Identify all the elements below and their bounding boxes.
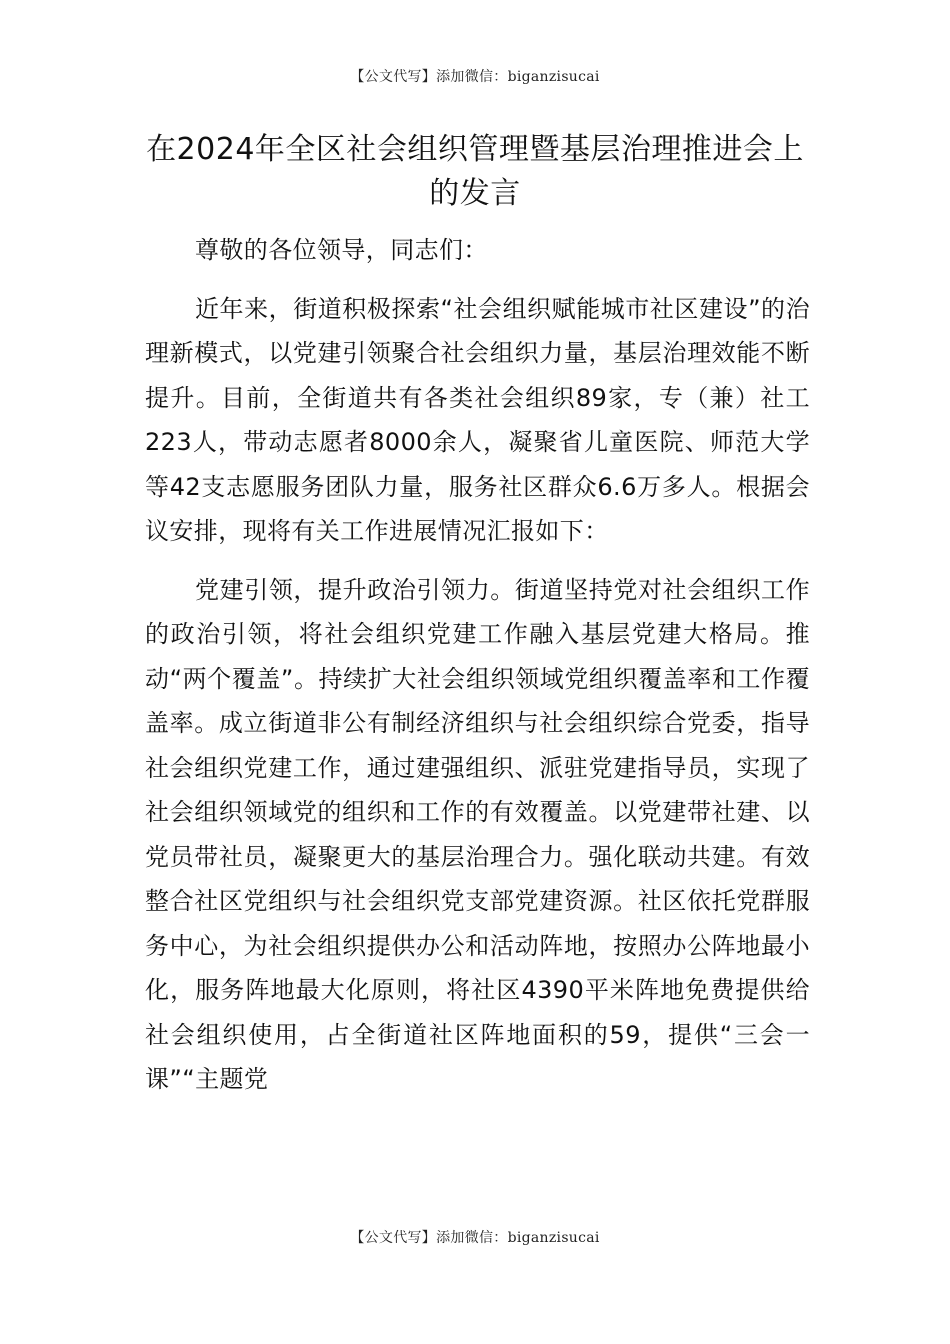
document-title: 在2024年全区社会组织管理暨基层治理推进会上的发言 [146, 132, 804, 211]
page-header: 【公文代写】添加微信：biganzisucai [350, 69, 600, 85]
paragraph-intro: 近年来，街道积极探索“社会组织赋能城市社区建设”的治理新模式，以党建引领聚合社会组织力量，基层治理效能不断提升。目前，全街道共有各类社会组织89家，专（兼）社工223人，带动志愿者8000余人，凝聚省儿童医院、师范大学等42支志愿服务团队力量，服务社区群众6.6万多人。根据会议安排，现将有关工作进展情况汇报如下： [145, 294, 810, 545]
page-footer: 【公文代写】添加微信：biganzisucai [350, 1230, 600, 1246]
salutation: 尊敬的各位领导，同志们： [195, 236, 488, 264]
document-body [145, 228, 810, 1116]
paragraph-party-building: 党建引领，提升政治引领力。街道坚持党对社会组织工作的政治引领，将社会组织党建工作融入基层党建大格局。推动“两个覆盖”。持续扩大社会组织领域党组织覆盖率和工作覆盖率。成立街道非公有制经济组织与社会组织综合党委，指导社会组织党建工作，通过建强组织、派驻党建指导员，实现了社会组织领域党的组织和工作的有效覆盖。以党建带社建、以党员带社员，凝聚更大的基层治理合力。强化联动共建。有效整合社区党组织与社会组织党支部党建资源。社区依托党群服务中心，为社会组织提供办公和活动阵地，按照办公阵地最小化，服务阵地最大化原则，将社区4390平米阵地免费提供给社会组织使用，占全街道社区阵地面积的59，提供“三会一课”“主题党 [145, 575, 810, 1093]
